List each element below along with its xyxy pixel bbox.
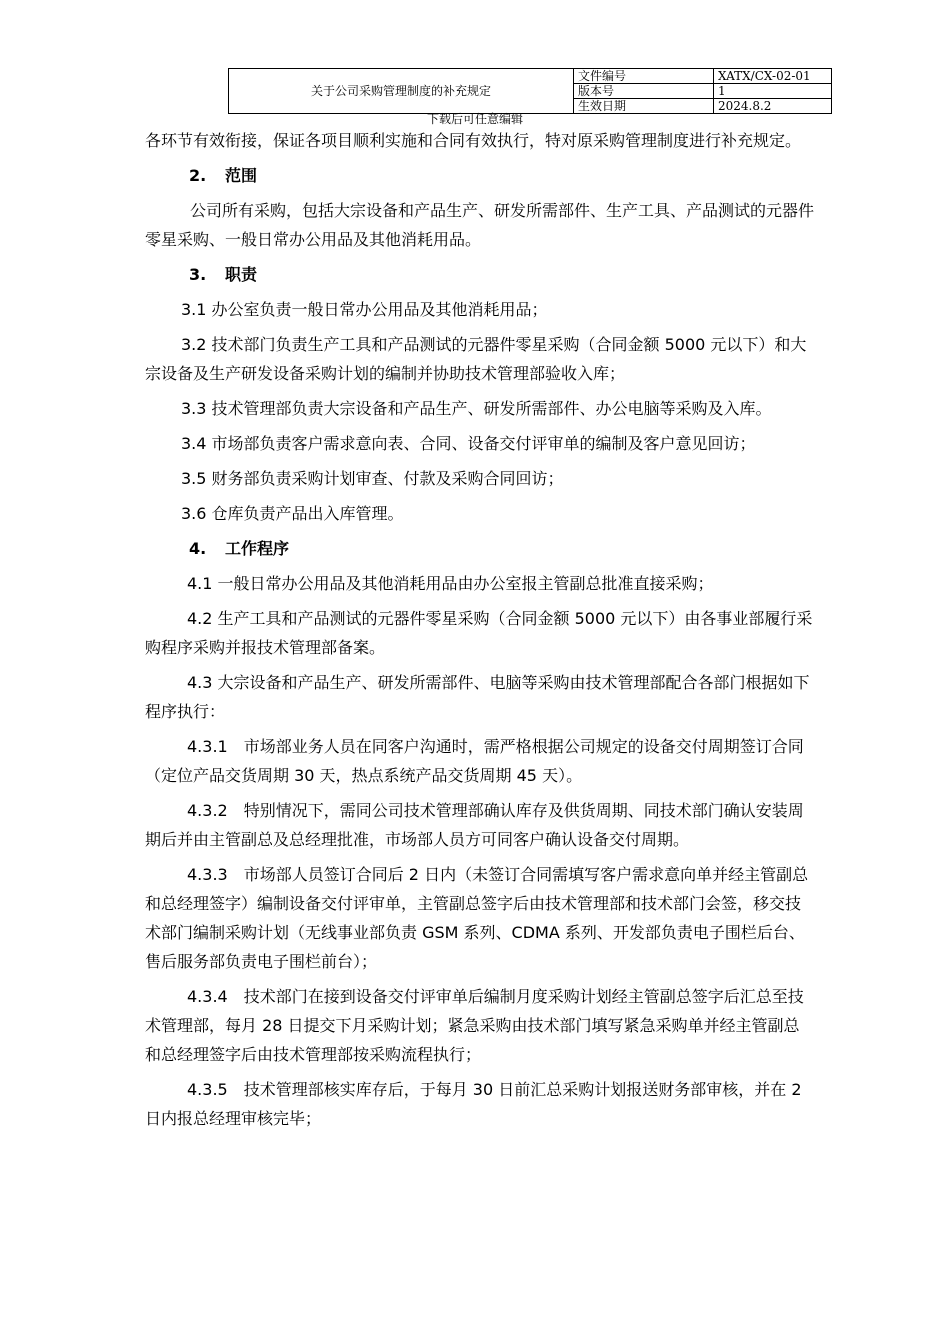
paragraph: 4.3.2 特别情况下，需同公司技术管理部确认库存及供货周期、同技术部门确认安装周期后并由主管副总及总经理批准，市场部人员方可同客户确认设备交付周期。: [145, 801, 804, 849]
section-number: 3.: [189, 265, 207, 284]
doc-number-value: XATX/CX-02-01: [714, 69, 832, 84]
section-title: 范围: [225, 166, 258, 185]
section-number: 4.: [189, 539, 207, 558]
version-label: 版本号: [574, 84, 714, 99]
paragraph: 3.5 财务部负责采购计划审查、付款及采购合同回访；: [181, 469, 564, 488]
intro-continuation: 各环节有效衔接，保证各项目顺利实施和合同有效执行，特对原采购管理制度进行补充规定。: [145, 131, 802, 150]
effective-date-label: 生效日期: [574, 99, 714, 114]
paragraph: 公司所有采购，包括大宗设备和产品生产、研发所需部件、生产工具、产品测试的元器件零星采购、一般日常办公用品及其他消耗用品。: [145, 201, 815, 249]
document-title: 关于公司采购管理制度的补充规定: [229, 69, 574, 114]
document-body: [145, 126, 815, 1139]
paragraph: 3.4 市场部负责客户需求意向表、合同、设备交付评审单的编制及客户意见回访；: [181, 434, 756, 453]
doc-number-label: 文件编号: [574, 69, 714, 84]
section-title: 职责: [225, 265, 258, 284]
watermark-text: 下载后可任意编辑: [426, 112, 523, 126]
paragraph: 4.3 大宗设备和产品生产、研发所需部件、电脑等采购由技术管理部配合各部门根据如下程序执行：: [145, 673, 810, 721]
document-header-table: [228, 68, 832, 114]
paragraph: 3.1 办公室负责一般日常办公用品及其他消耗用品；: [181, 300, 548, 319]
paragraph: 4.3.1 市场部业务人员在同客户沟通时，需严格根据公司规定的设备交付周期签订合同（定位产品交货周期 30 天，热点系统产品交货周期 45 天）。: [145, 737, 804, 785]
section-title: 工作程序: [225, 539, 290, 558]
section-heading-scope: [145, 161, 815, 190]
section-heading-procedure: [145, 534, 815, 563]
paragraph: 4.3.3 市场部人员签订合同后 2 日内（未签订合同需填写客户需求意向单并经主管副总和总经理签字）编制设备交付评审单，主管副总签字后由技术管理部和技术部门会签，移交技术部门编制采购计划（无线事业部负责 GSM 系列、CDMA 系列、开发部负责电子围栏后台、售后服务部负责电子围栏前台）；: [145, 865, 809, 971]
paragraph: 4.3.4 技术部门在接到设备交付评审单后编制月度采购计划经主管副总签字后汇总至技术管理部，每月 28 日提交下月采购计划；紧急采购由技术部门填写紧急采购单并经主管副总和总经理签字后由技术管理部按采购流程执行；: [145, 987, 804, 1064]
section-number: 2.: [189, 166, 207, 185]
effective-date-value: 2024.8.2: [714, 99, 832, 114]
version-value: 1: [714, 84, 832, 99]
paragraph: 4.3.5 技术管理部核实库存后，于每月 30 日前汇总采购计划报送财务部审核，并在 2 日内报总经理审核完毕；: [145, 1080, 802, 1128]
paragraph: 4.1 一般日常办公用品及其他消耗用品由办公室报主管副总批准直接采购；: [187, 574, 714, 593]
paragraph: 3.6 仓库负责产品出入库管理。: [181, 504, 404, 523]
paragraph: 3.2 技术部门负责生产工具和产品测试的元器件零星采购（合同金额 5000 元以下）和大宗设备及生产研发设备采购计划的编制并协助技术管理部验收入库；: [145, 335, 807, 383]
paragraph: 3.3 技术管理部负责大宗设备和产品生产、研发所需部件、办公电脑等采购及入库。: [181, 399, 772, 418]
section-heading-duties: [145, 260, 815, 289]
paragraph: 4.2 生产工具和产品测试的元器件零星采购（合同金额 5000 元以下）由各事业部履行采购程序采购并报技术管理部备案。: [145, 609, 813, 657]
